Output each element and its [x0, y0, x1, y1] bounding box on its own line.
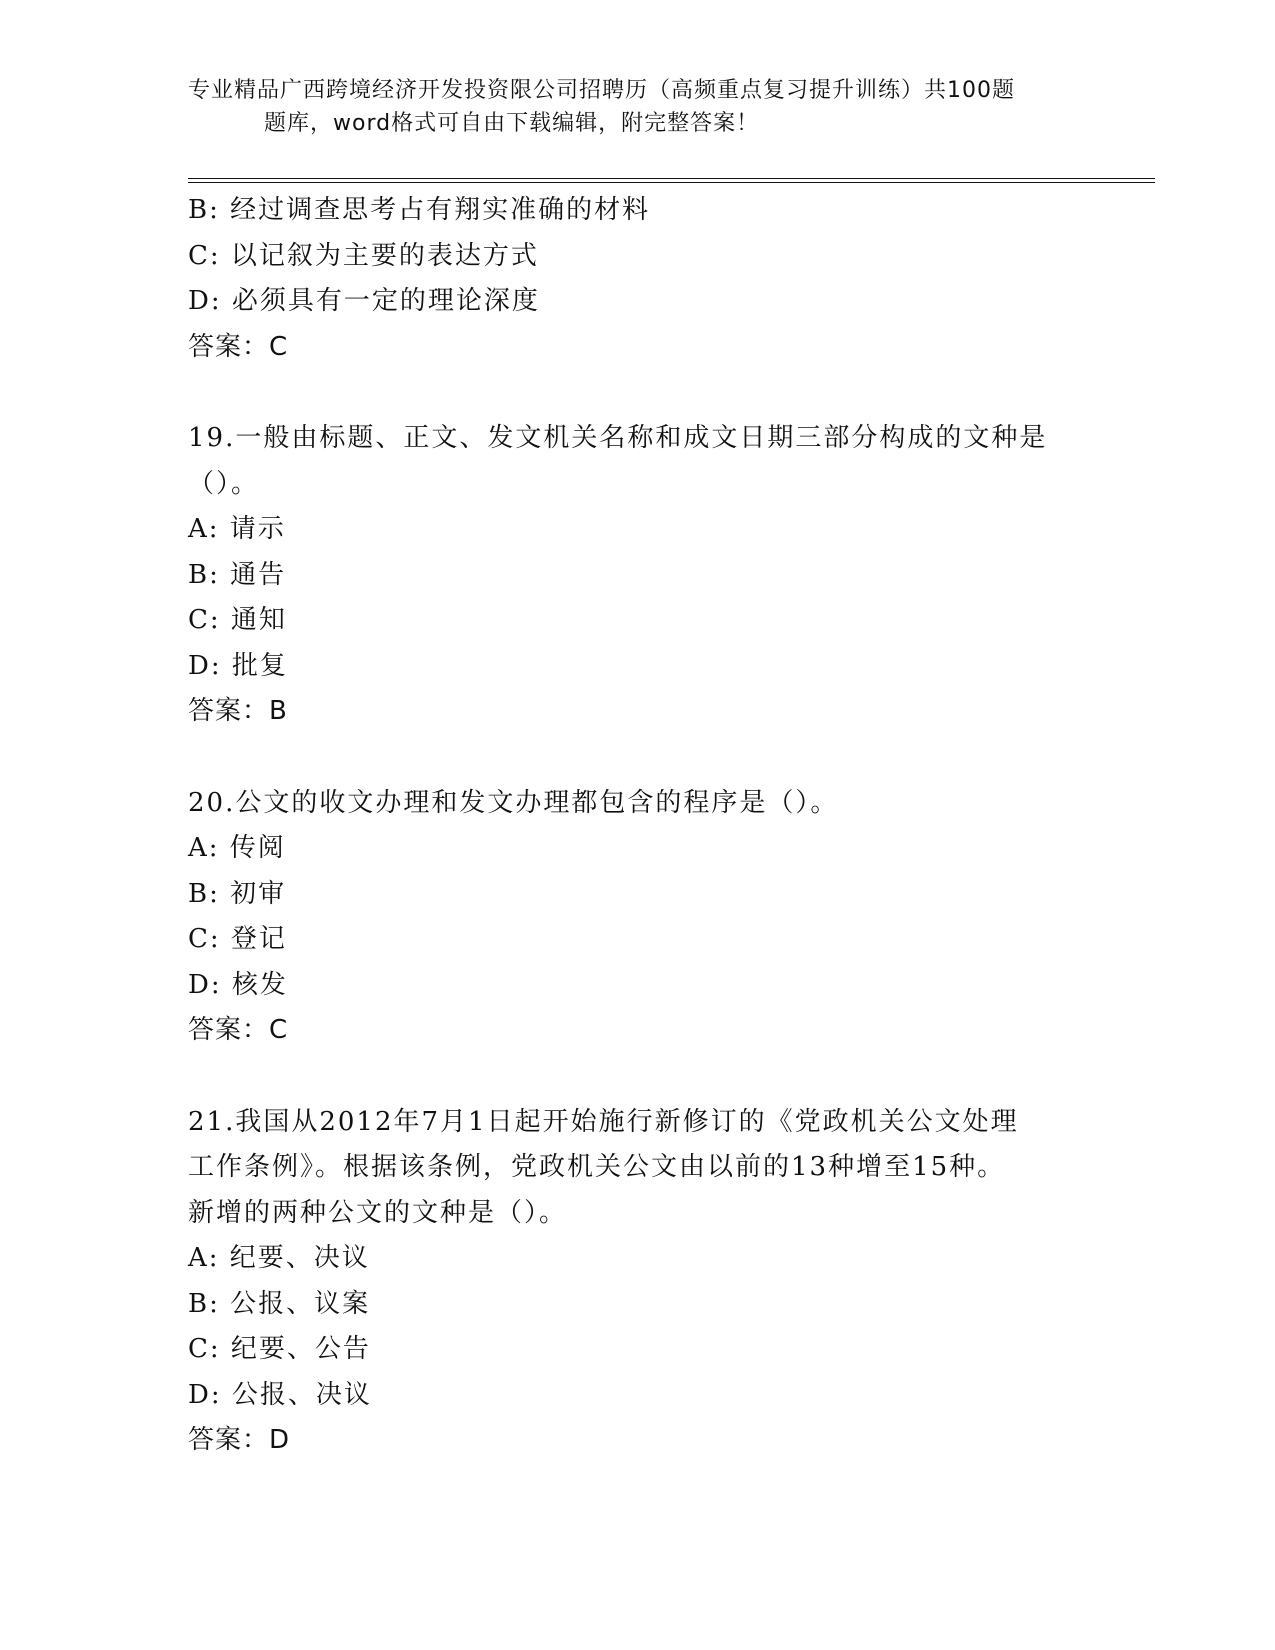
option-d: D: 公报、决议: [188, 1379, 372, 1410]
question-text-line3: 新增的两种公文的文种是（）。: [188, 1197, 568, 1228]
question-text-line1: 19.一般由标题、正文、发文机关名称和成文日期三部分构成的文种是: [188, 423, 1048, 453]
question-spacer: [188, 1054, 1088, 1100]
question-20: [188, 781, 1088, 1054]
option-d: D: 必须具有一定的理论深度: [188, 286, 540, 316]
header-title-line2: 题库，word格式可自由下载编辑，附完整答案！: [264, 111, 760, 136]
question-text-line1: 21.我国从2012年7月1日起开始施行新修订的《党政机关公文处理: [188, 1106, 1019, 1137]
option-d: D: 核发: [188, 969, 288, 1000]
option-c: C: 以记叙为主要的表达方式: [188, 240, 539, 271]
question-18: [188, 188, 1088, 370]
question-text-line2: （）。: [188, 468, 260, 499]
document-header: [188, 74, 1088, 140]
answer-line: 答案：C: [188, 331, 289, 362]
question-21: [188, 1100, 1088, 1464]
option-d: D: 批复: [188, 650, 288, 681]
answer-line: 答案：B: [188, 696, 288, 726]
header-divider-top: [188, 178, 1155, 179]
answer-line: 答案：D: [188, 1425, 291, 1455]
option-b: B: 通告: [188, 559, 287, 590]
question-list: [188, 188, 1088, 1464]
option-b: B: 公报、议案: [188, 1288, 371, 1319]
option-b: B: 初审: [188, 878, 287, 909]
question-text-line2: 工作条例》。根据该条例，党政机关公文由以前的13种增至15种。: [188, 1152, 1006, 1182]
option-b: B: 经过调查思考占有翔实准确的材料: [188, 195, 651, 225]
question-19: [188, 416, 1088, 735]
option-a: A: 传阅: [188, 833, 286, 863]
option-c: C: 登记: [188, 924, 287, 954]
option-a: A: 请示: [188, 514, 286, 544]
option-c: C: 纪要、公告: [188, 1334, 371, 1364]
question-spacer: [188, 735, 1088, 781]
option-c: C: 通知: [188, 605, 287, 635]
option-a: A: 纪要、决议: [188, 1243, 370, 1273]
header-title-line1: 专业精品广西跨境经济开发投资限公司招聘历（高频重点复习提升训练）共100题: [188, 78, 1015, 103]
header-divider-bottom: [188, 182, 1155, 183]
question-spacer: [188, 370, 1088, 416]
answer-line: 答案：C: [188, 1015, 289, 1045]
question-text-line1: 20.公文的收文办理和发文办理都包含的程序是（）。: [188, 787, 839, 818]
